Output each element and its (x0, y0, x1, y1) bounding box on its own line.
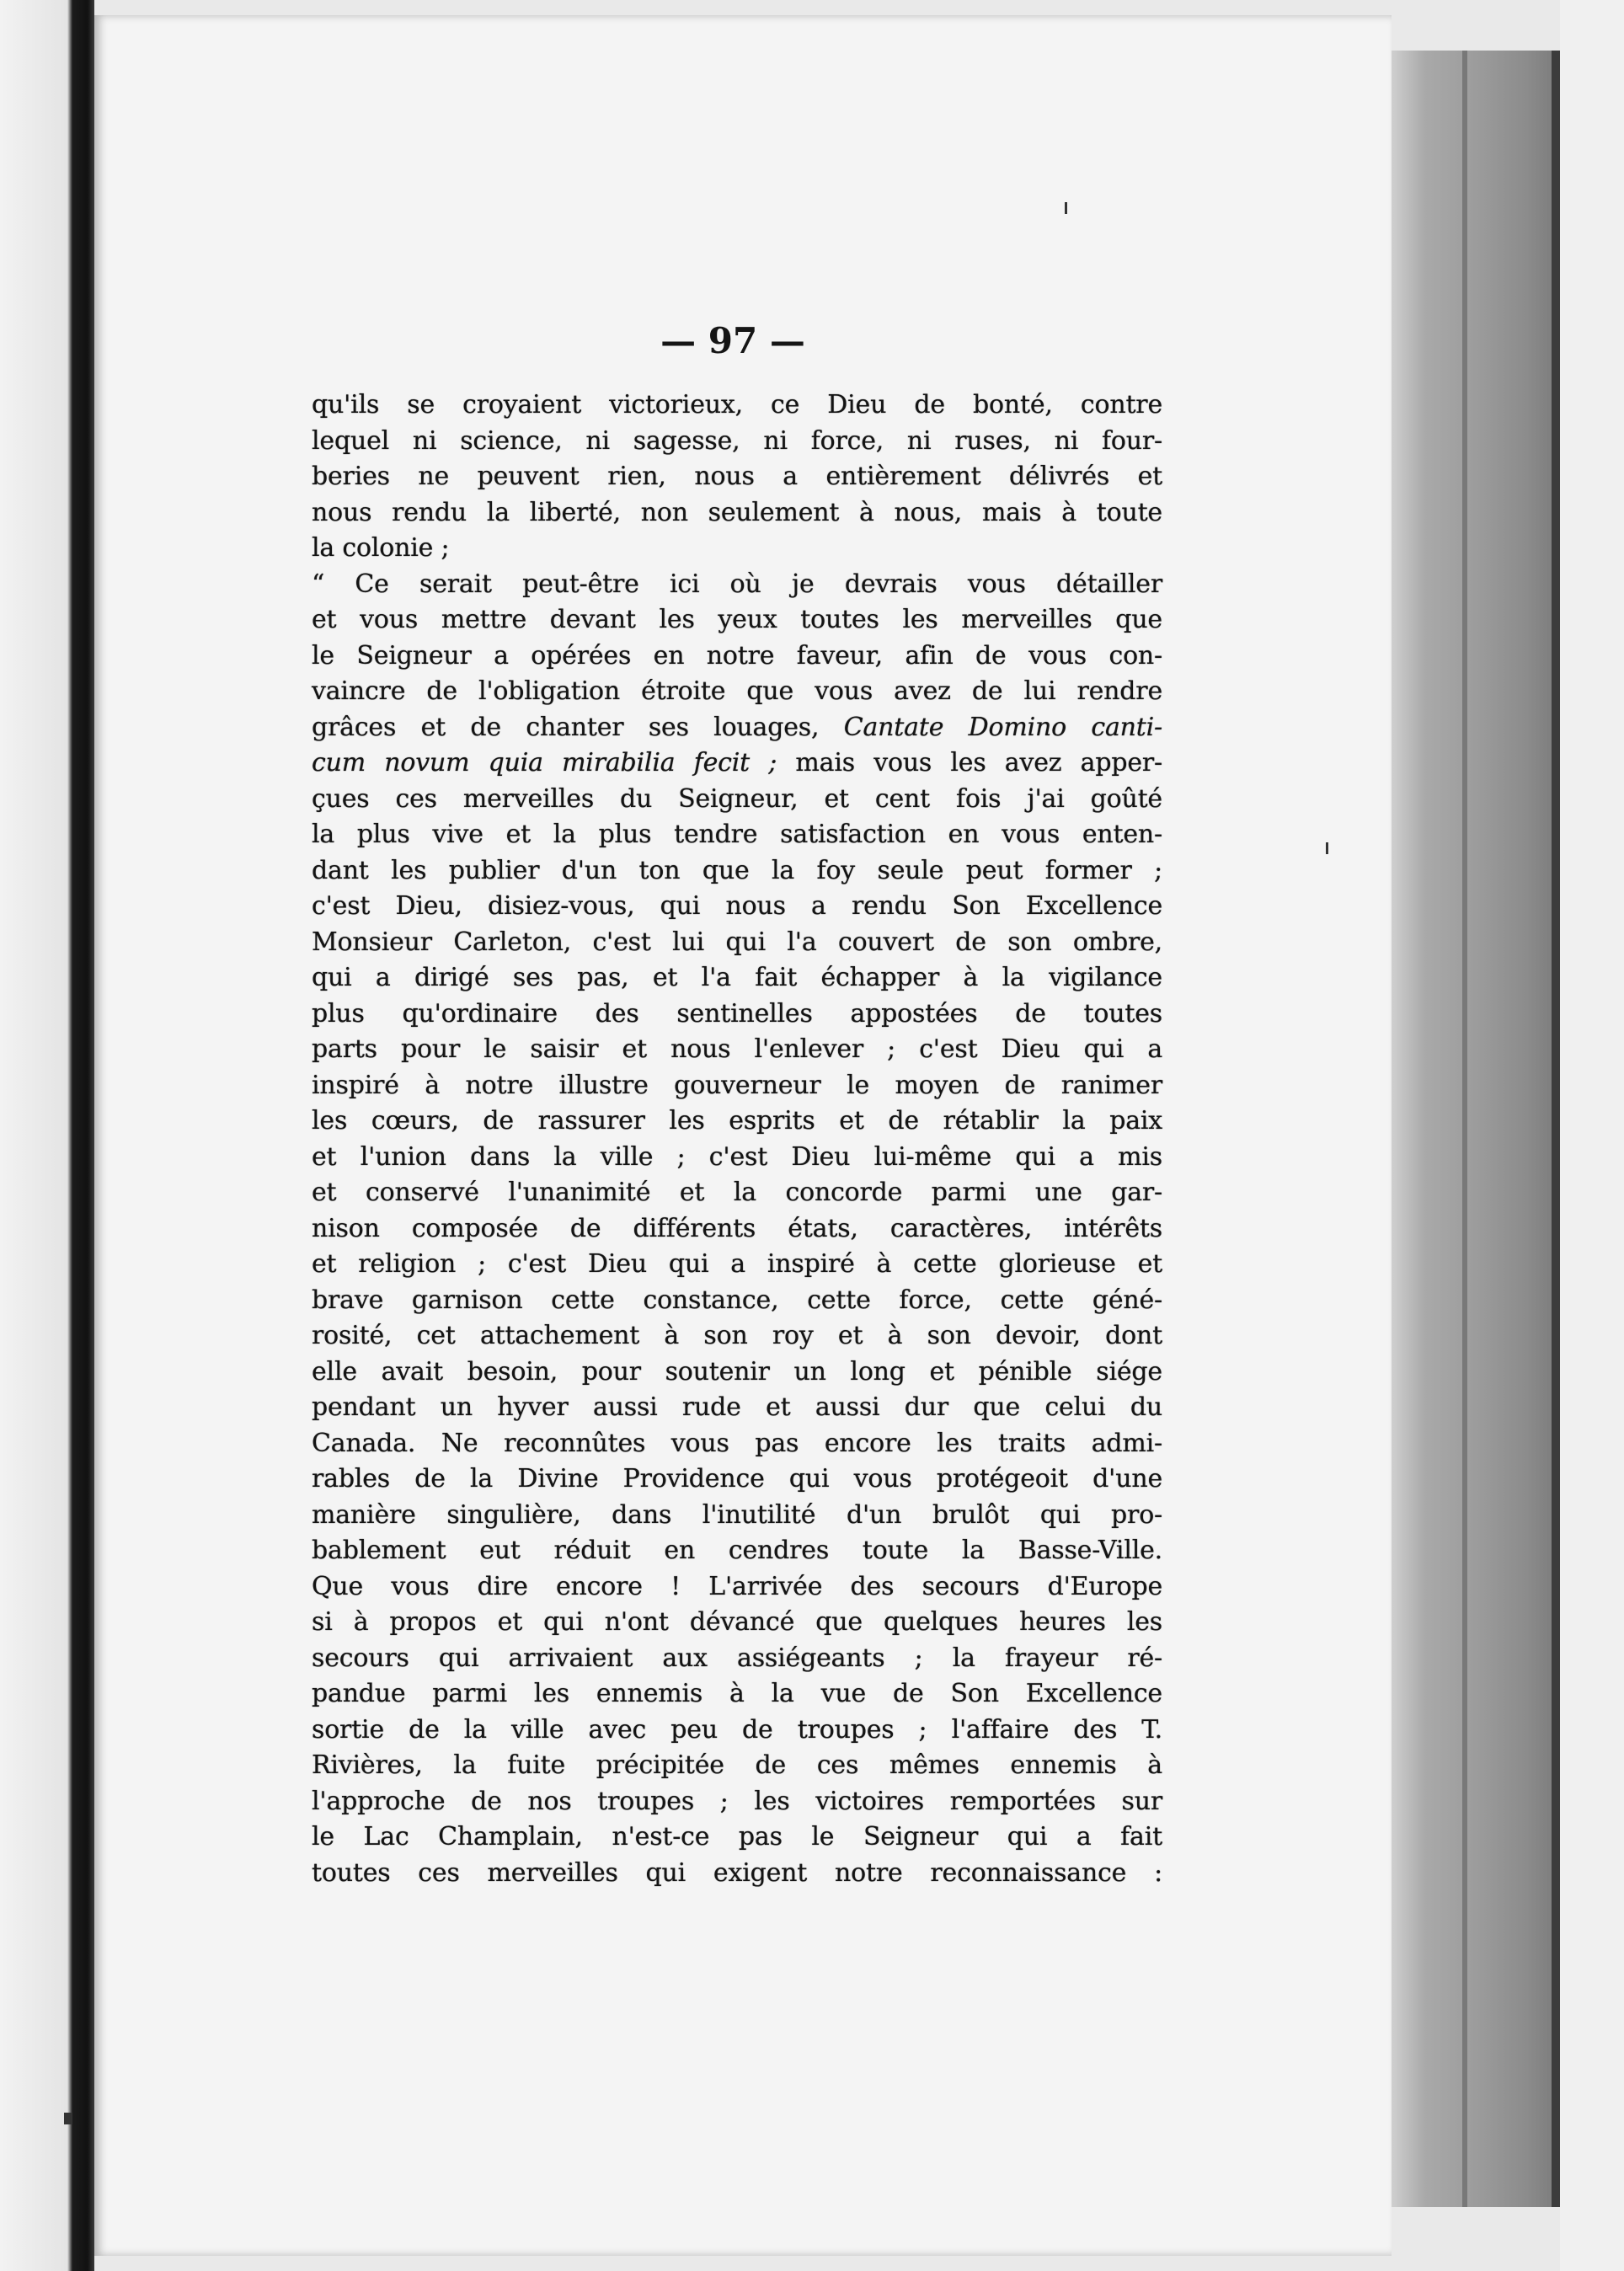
text-line (312, 1605, 1162, 1641)
text-line (312, 1103, 1162, 1140)
line-text: bablement eut réduit en cendres toute la Basse-Ville. (312, 1536, 1162, 1565)
line-text: elle avait besoin, pour soutenir un long et pénible siége (312, 1356, 1162, 1387)
line-text: parts pour le saisir et nous l'enlever ; c'est Dieu qui a (312, 1034, 1162, 1064)
line-text: vaincre de l'obligation étroite que vous avez de lui rendre (312, 676, 1162, 706)
line-text: plus qu'ordinaire des sentinelles appostées de toutes (312, 998, 1162, 1029)
line-text: sortie de la ville avec peu de troupes ; l'affaire des T. (312, 1714, 1162, 1745)
text-line (312, 745, 1162, 782)
text-line (312, 1068, 1162, 1104)
text-line (312, 387, 1162, 424)
text-line (312, 1211, 1162, 1248)
text-line (312, 495, 1162, 532)
text-line (312, 960, 1162, 997)
latin-quote: Cantate Domino canti- (843, 712, 1162, 742)
text-line (312, 1784, 1162, 1820)
text-line (312, 1856, 1162, 1892)
page-block-edge (1392, 51, 1560, 2207)
line-text: et religion ; c'est Dieu qui a inspiré à cette glorieuse et (312, 1249, 1162, 1279)
line-text: pendant un hyver aussi rude et aussi dur que celui du (312, 1392, 1162, 1422)
line-text: la plus vive et la plus tendre satisfaction en vous enten- (312, 820, 1162, 849)
speck-mark (64, 2113, 72, 2124)
text-line (312, 1676, 1162, 1713)
speck-mark (1065, 202, 1067, 214)
text-line (312, 1175, 1162, 1211)
line-text: c'est Dieu, disiez-vous, qui nous a rendu Son Excellence (312, 891, 1162, 921)
line-text: Monsieur Carleton, c'est lui qui l'a couvert de son ombre, (312, 927, 1162, 957)
text-line (312, 1032, 1162, 1068)
body-text (312, 387, 1162, 1891)
line-text: la colonie ; (312, 533, 450, 563)
previous-page-edge (0, 0, 94, 2271)
text-line (312, 1819, 1162, 1856)
latin-quote: cum novum quia mirabilia fecit ; (312, 748, 777, 777)
line-text: secours qui arrivaient aux assiégeants ; la frayeur ré- (312, 1643, 1162, 1673)
line-text: inspiré à notre illustre gouverneur le moyen de ranimer (312, 1070, 1162, 1100)
line-text: et vous mettre devant les yeux toutes les merveilles que (312, 605, 1162, 634)
line-text: dant les publier d'un ton que la foy seule peut former ; (312, 855, 1162, 885)
line-text: les cœurs, de rassurer les esprits et de rétablir la paix (312, 1106, 1162, 1136)
text-line (312, 1713, 1162, 1749)
text-line (312, 1355, 1162, 1391)
speck-mark (1326, 842, 1328, 854)
text-line (312, 531, 1162, 567)
line-text: qu'ils se croyaient victorieux, ce Dieu de bonté, contre (312, 390, 1162, 419)
text-line (312, 1140, 1162, 1176)
line-text: çues ces merveilles du Seigneur, et cent fois j'ai goûté (312, 783, 1162, 814)
line-text: rables de la Divine Providence qui vous protégeoit d'une (312, 1464, 1162, 1494)
line-text: qui a dirigé ses pas, et l'a fait échapper à la vigilance (312, 963, 1162, 992)
line-text: Rivières, la fuite précipitée de ces mêmes ennemis à (312, 1750, 1162, 1780)
text-line (312, 1426, 1162, 1462)
line-text: brave garnison cette constance, cette force, cette géné- (312, 1285, 1162, 1315)
text-line (312, 1498, 1162, 1534)
line-text: beries ne peuvent rien, nous a entièrement délivrés et (312, 462, 1162, 491)
text-line (312, 602, 1162, 639)
text-line (312, 1461, 1162, 1498)
text-line (312, 1533, 1162, 1569)
text-line (312, 1318, 1162, 1355)
line-text: grâces et de chanter ses louages, (312, 712, 844, 742)
text-line (312, 424, 1162, 460)
text-line (312, 1247, 1162, 1283)
line-text: manière singulière, dans l'inutilité d'un brulôt qui pro- (312, 1499, 1162, 1530)
text-line (312, 1283, 1162, 1319)
text-line (312, 925, 1162, 961)
text-line (312, 1641, 1162, 1677)
text-line (312, 1390, 1162, 1426)
line-text: lequel ni science, ni sagesse, ni force, ni ruses, ni four- (312, 425, 1162, 456)
text-line (312, 1748, 1162, 1784)
line-text: Canada. Ne reconnûtes vous pas encore les traits admi- (312, 1428, 1162, 1458)
line-text: le Lac Champlain, n'est-ce pas le Seigneur qui a fait (312, 1822, 1162, 1852)
scan-margin (1560, 0, 1624, 2271)
line-text: l'approche de nos troupes ; les victoires remportées sur (312, 1786, 1162, 1816)
text-line (312, 639, 1162, 675)
text-line (312, 782, 1162, 818)
line-text: nison composée de différents états, caractères, intérêts (312, 1213, 1162, 1243)
line-text: pandue parmi les ennemis à la vue de Son Excellence (312, 1679, 1162, 1708)
line-text: si à propos et qui n'ont dévancé que quelques heures les (312, 1607, 1162, 1637)
line-text: et conservé l'unanimité et la concorde parmi une gar- (312, 1178, 1162, 1207)
line-text: Que vous dire encore ! L'arrivée des secours d'Europe (312, 1571, 1162, 1601)
text-line (312, 710, 1162, 746)
line-text: et l'union dans la ville ; c'est Dieu lui-même qui a mis (312, 1141, 1162, 1172)
line-text: rosité, cet attachement à son roy et à son devoir, dont (312, 1321, 1162, 1350)
line-text: mais vous les avez apper- (777, 748, 1162, 777)
line-text: “ Ce serait peut-être ici où je devrais vous détailler (312, 569, 1162, 599)
line-text: le Seigneur a opérées en notre faveur, afin de vous con- (312, 640, 1162, 671)
text-line (312, 997, 1162, 1033)
text-line (312, 567, 1162, 603)
page-number: — 97 — (660, 320, 805, 361)
text-line (312, 674, 1162, 710)
text-line (312, 459, 1162, 495)
text-line (312, 889, 1162, 925)
text-line (312, 817, 1162, 853)
line-text: nous rendu la liberté, non seulement à nous, mais à toute (312, 497, 1162, 527)
line-text: toutes ces merveilles qui exigent notre reconnaissance : (312, 1857, 1162, 1888)
text-line (312, 853, 1162, 890)
text-line (312, 1569, 1162, 1606)
